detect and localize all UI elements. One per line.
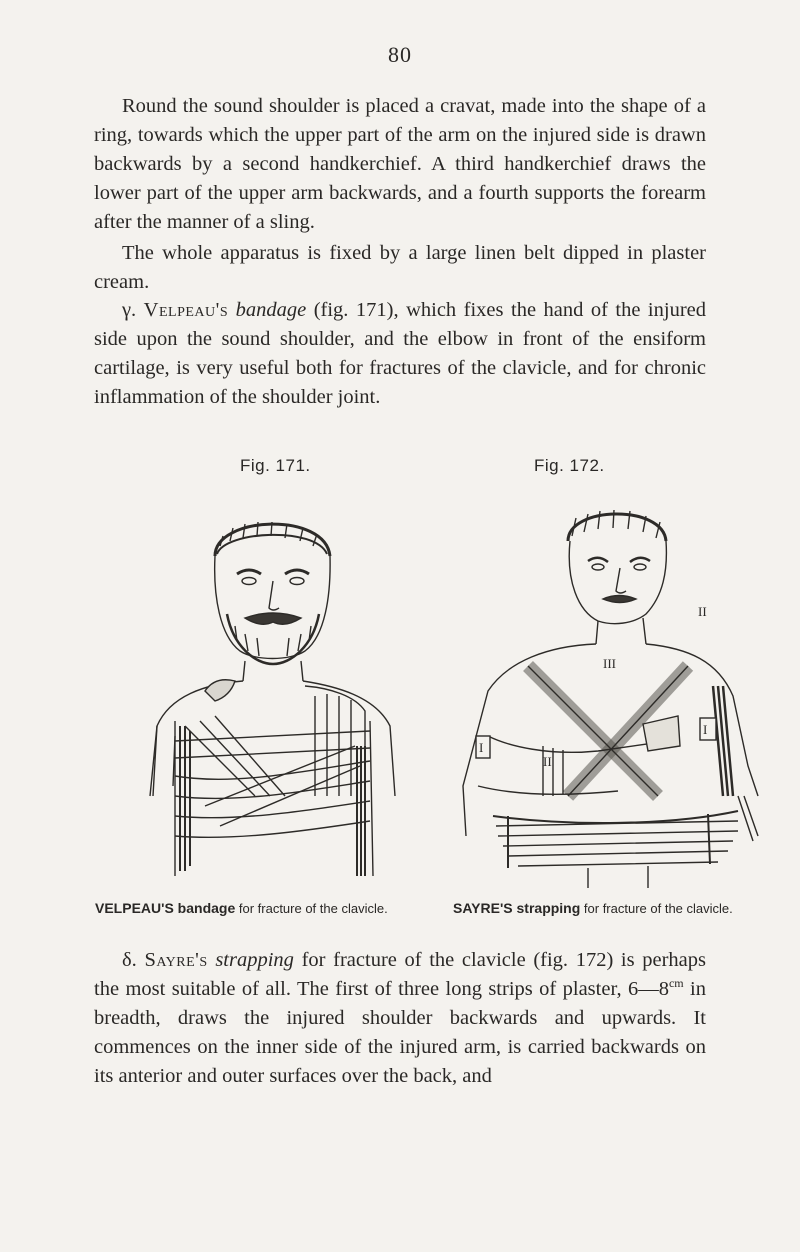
paragraph-text-b: in breadth, draws the injured shoulder backwards and upwards. It commences on the inner side of the injured arm, is carried backwards on its anterior and outer surfaces over the back, and — [94, 978, 706, 1087]
paragraph-text: (fig. 171), which fixes the hand of the injured side upon the sound shoulder, and the elbow in front of the ensiform cartilage, is very useful both for fractures of the clavicle, and for chronic inflammation of the shoulder joint. — [94, 299, 706, 408]
strip-label-left: I — [479, 740, 484, 755]
strip-label-top-right: II — [698, 604, 707, 619]
strip-label-right: I — [703, 722, 708, 737]
strip-label-middle: II — [543, 754, 552, 769]
fig-171-illustration — [145, 496, 400, 886]
author-name: Sayre's — [144, 949, 208, 971]
fig-171-label: Fig. 171. — [240, 456, 311, 475]
fig-172-illustration — [448, 496, 768, 891]
strip-label-chest: III — [603, 656, 616, 671]
fig-171-caption: VELPEAU'S bandage for fracture of the clavicle. — [95, 900, 388, 916]
fig-172-label: Fig. 172. — [534, 456, 605, 475]
unit-superscript: cm — [668, 976, 684, 991]
term: bandage — [235, 299, 307, 321]
paragraph-plaster-belt: The whole apparatus is fixed by a large linen belt dipped in plaster cream. — [94, 242, 706, 293]
paragraph-ring-bandage: Round the sound shoulder is placed a cravat, made into the shape of a ring, towards which the upper part of the arm on the injured side is drawn backwards by a second handkerchief. A third handkerchief draws the lower part of the upper arm backwards, and a fourth supports the forearm after the manner of a sling. — [94, 95, 706, 233]
page-number: 80 — [388, 42, 412, 67]
term: strapping — [215, 949, 294, 971]
item-marker: δ. — [122, 949, 137, 971]
item-marker: γ. — [122, 299, 137, 321]
paragraph-velpeau — [94, 296, 706, 412]
paragraph-text-a: for fracture of the clavicle (fig. 172) is perhaps the most suitable of all. The first of three long strips of plaster, 6—8 — [94, 949, 706, 1000]
fig-172-caption: SAYRE'S strapping for fracture of the clavicle. — [453, 900, 733, 916]
paragraph-sayre — [94, 946, 706, 1091]
author-name: Velpeau's — [143, 299, 229, 321]
